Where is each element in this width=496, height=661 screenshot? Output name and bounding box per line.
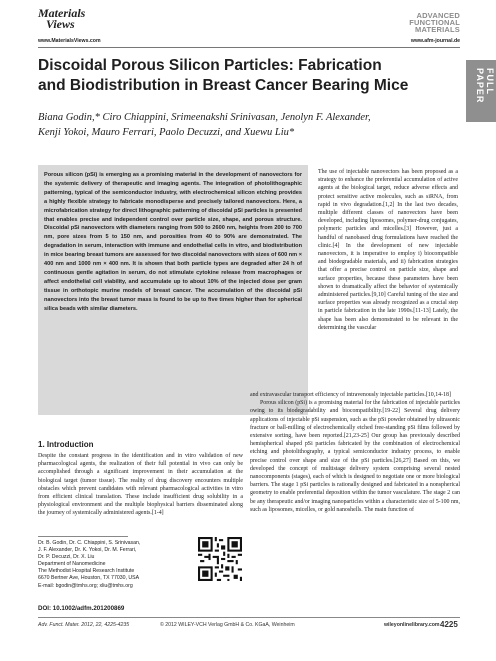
materials-views-logo: [38, 8, 85, 30]
affiliation-line: The Methodist Hospital Research Institute: [38, 568, 135, 575]
qr-code-icon[interactable]: [198, 537, 242, 581]
journal-logo-line1: ADVANCED: [416, 11, 460, 20]
section-heading-introduction: 1. Introduction: [38, 440, 94, 449]
footer-site-link[interactable]: wileyonlinelibrary.com: [384, 622, 440, 628]
article-type-tab: [466, 60, 496, 122]
doi-link[interactable]: DOI: 10.1002/adfm.201200869: [38, 605, 125, 612]
journal-logo-line2: FUNCTIONAL: [409, 18, 460, 27]
affiliation-line: Department of Nanomedicine: [38, 561, 106, 568]
porous-silicon-paragraph: Porous silicon (pSi) is a promising material for the fabrication of injectable particles owing to its biodegradability and biocompatibility.[19-22] Several drug delivery applications of injectable pSi suspension, such as the pSi powder obtained by ultrasonic fracture or ball-milling of electrochemically etched free-standing pSi films followed by extensive sorting, have been reported.[21,23-25] Our group has previously described hemispherical shaped pSi particles fabricated by the combination of electrochemical etching and photolithography, a typical semiconductor industry process, to enable precise control over shape and size of the pSi particles.[26,27] Based on this, we developed the concept of multistage delivery system comprising several nested nanocomponents (stages), each of which is designed to negotiate one or more biological barriers. The stage 1 pSi particles is rationally designed and fabricated in a nonspherical geometry to enable preferential deposition within the tumor vasculature. The stage 2 can be any therapeutic and/or imaging nanoparticles within a characteristic size of 5-100 nm, such as liposomes, micelles, or gold nanoshells. The main function of: [250, 400, 460, 513]
affiliation-line: J. F. Alexander, Dr. K. Yokoi, Dr. M. Ferrari,: [38, 547, 137, 554]
right-column-paragraph: The use of injectable nanovectors has been proposed as a strategy to enhance the preferential accumulation of active agents at the biological target, reduce adverse effects and protect sensitive active molecules, such as siRNA, from rapid in vivo degradation.[1,2] In the last two decades, multiple different classes of nanovectors have been developed, including liposomes, polymer-drug conjugates, polymeric particles and micelles.[3] However, just a handful of nanobased drug formulations have reached the clinic.[4] In the development of new injectable nanovectors, it is imperative to employ i) biocompatible and biodegradable materials, and ii) fabrication strategies that offer a precise control on particle size, shape and surface properties, because these parameters have been shown to dramatically affect the behavior of systemically administered particles.[9,10] Careful tuning of the size and surface properties was already recognized as a crucial step in particle fabrication in the late 1990s.[11-13] Lately, the shape has been also demonstrated to be relevant in the determining the vascular: [318, 169, 458, 331]
title-line1: Discoidal Porous Silicon Particles: Fabrication: [38, 57, 382, 74]
affiliation-line: 6670 Bertner Ave, Houston, TX 77030, USA: [38, 575, 140, 582]
header-divider: [38, 47, 460, 48]
journal-logo: [409, 12, 460, 33]
footer-citation: Adv. Funct. Mater. 2012, 22, 4225-4235: [38, 622, 130, 628]
affiliation-divider: [38, 536, 128, 537]
article-title: [38, 56, 458, 96]
right-column-continuation: [250, 391, 460, 514]
affiliation-block: [38, 540, 178, 590]
footer-divider: [38, 617, 460, 618]
affiliation-email[interactable]: E-mail: bgodin@tmhs.org; xliu@tmhs.org: [38, 582, 133, 589]
mv-logo-line1: Materials: [38, 6, 86, 20]
page-number: 4225: [440, 620, 458, 629]
authors-line2: Kenji Yokoi, Mauro Ferrari, Paolo Decuzzi, and Xuewu Liu*: [38, 127, 295, 138]
affiliation-line: Dr. B. Godin, Dr. C. Chiappini, S. Srinivasan,: [38, 540, 141, 546]
introduction-paragraph: Despite the constant progress in the identification and in vitro validation of new pharmacological agents, the realization of their full potential in vivo can only be accomplished through a significant improvement in their accumulation at the biological target (tumor tissue). The reality of drug discovery encounters multiple obstacles which prevent candidates with relevant pharmacological activities in vitro from efficient clinical translation. These include insufficient drug solubility in a physiological environment and the multiple biophysical barriers disseminated along the journey of systemically administered agents.[1-4]: [38, 453, 243, 517]
transport-paragraph-end: and extravascular transport efficiency of intravenously injectable particles.[10,14-18]: [250, 392, 451, 398]
materials-views-url[interactable]: www.MaterialsViews.com: [38, 38, 101, 44]
footer-copyright: © 2012 WILEY-VCH Verlag GmbH & Co. KGaA, Weinheim: [160, 622, 295, 628]
mv-logo-line2: Views: [46, 17, 75, 31]
author-list: [38, 110, 458, 140]
journal-url[interactable]: www.afm-journal.de: [410, 38, 460, 44]
journal-logo-line3: MATERIALS: [415, 25, 460, 34]
article-type-label: FULL PAPER: [475, 68, 495, 104]
title-line2: and Biodistribution in Breast Cancer Bearing Mice: [38, 77, 409, 94]
affiliation-line: Dr. P. Decuzzi, Dr. X. Liu: [38, 554, 95, 561]
authors-line1: Biana Godin,* Ciro Chiappini, Srimeenakshi Srinivasan, Jenolyn F. Alexander,: [38, 112, 371, 123]
abstract-box: [38, 165, 308, 415]
abstract-text: Porous silicon (pSi) is emerging as a promising material in the development of nanovectors for the systemic delivery of therapeutic and imaging agents. The integration of photolithographic patterning, typical of the semiconductor industry, with electrochemical silicon etching provides a highly flexible strategy to fabricate monodisperse and precisely tailored nanovectors. Here, a microfabrication strategy for direct lithographic patterning of discoidal pSi particles is presented that enables precise and independent control over particle size, shape, and porous structure. Discoidal pSi nanovectors with diameters ranging from 500 to 2600 nm, heights from 200 to 700 nm, pore sizes from 5 to 150 nm, and porosities from 40 to 90% are demonstrated. The degradation in serum, interaction with immune and endothelial cells in vitro, and biodistribution in mice bearing breast tumors are assessed for two discoidal nanovectors with sizes of 600 nm × 400 nm and 1000 nm × 400 nm. It is shown that both particle types are degraded after 24 h of continuous gentle agitation in serum, do not stimulate cytokine release from macrophages or affect endothelial cell viability, and accumulate up to about 10% of the injected dose per gram tissue in orthotopic murine models of breast cancer. The accumulation of the discoidal pSi nanovectors into the breast tumor mass is found to be up to five times higher than for spherical silica beads with similar diameters.: [44, 172, 302, 312]
